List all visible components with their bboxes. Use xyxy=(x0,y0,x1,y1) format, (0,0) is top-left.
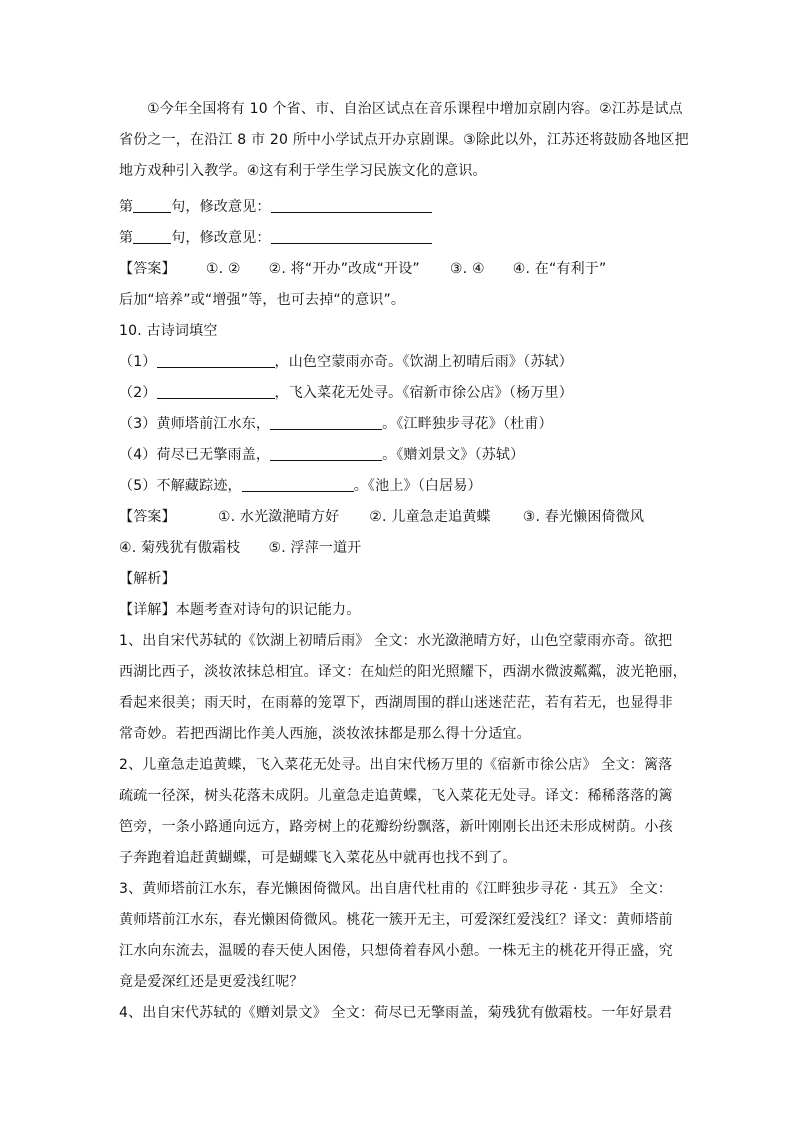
fill-line-1: 第 句，修改意见： xyxy=(119,197,432,217)
answer-tag: 【答案】 xyxy=(119,261,176,277)
analysis-p1-line: 常奇妙。若把西湖比作美人西施，淡妆浓抹都是那么得十分适宜。 xyxy=(119,726,531,742)
answer-item: ③. 春光懒困倚微风 xyxy=(522,509,645,525)
fill-line-2: 第 句，修改意见： xyxy=(119,228,432,248)
poem-blank[interactable] xyxy=(157,384,275,399)
answer-tag: 【答案】 xyxy=(119,509,176,525)
analysis-p1-line: 1、出自宋代苏轼的《饮湖上初晴后雨》 全文：水光潋滟晴方好，山色空蒙雨亦奇。欲把 xyxy=(119,633,673,649)
answer-item: ①. ② xyxy=(205,261,241,277)
poem-item-1: （1） ，山色空蒙雨亦奇。《饮湖上初晴后雨》（苏轼） xyxy=(119,354,573,370)
answer-9-cont: 后加“培养”或“增强”等，也可去掉“的意识”。 xyxy=(119,292,406,308)
answer-item: ③. ④ xyxy=(449,261,485,277)
analysis-p1-line: 西湖比西子，淡妆浓抹总相宜。译文：在灿烂的阳光照耀下，西湖水微波粼粼，波光艳丽， xyxy=(119,664,687,680)
answer-item: ②. 将“开办”改成“开设” xyxy=(268,261,420,277)
analysis-heading: 【解析】 xyxy=(119,571,176,587)
analysis-p2-line: 2、儿童急走追黄蝶，飞入菜花无处寻。出自宋代杨万里的《宿新市徐公店》 全文：篱落 xyxy=(119,757,673,773)
answer-item: ④. 菊残犹有傲霜枝 xyxy=(119,540,241,556)
intro-line-1: ①今年全国将有 10 个省、市、自治区试点在音乐课程中增加京剧内容。②江苏是试点 xyxy=(147,101,683,117)
answer-item: ②. 儿童急走追黄蝶 xyxy=(369,509,491,525)
analysis-p3-line: 竟是爱深红还是更爱浅红呢？ xyxy=(119,974,304,990)
poem-item-4: （4）荷尽已无擎雨盖， 。《赠刘景文》（苏轼） xyxy=(119,447,525,463)
intro-line-2: 省份之一，在沿江 8 市 20 所中小学试点开办京剧课。③除此以外，江苏还将鼓励各地区把 xyxy=(119,132,689,148)
poem-item-5: （5）不解藏踪迹， 。《池上》（白居易） xyxy=(119,478,482,494)
question-10-title: 10. 古诗词填空 xyxy=(119,323,218,339)
analysis-p2-line: 笆旁，一条小路通向远方，路旁树上的花瓣纷纷飘落，新叶刚刚长出还未形成树荫。小孩 xyxy=(119,819,673,835)
analysis-p4-line: 4、出自宋代苏轼的《赠刘景文》 全文：荷尽已无擎雨盖，菊残犹有傲霜枝。一年好景君 xyxy=(119,1005,673,1021)
analysis-p3-line: 黄师塔前江水东，春光懒困倚微风。桃花一簇开无主，可爱深红爱浅红？译文：黄师塔前 xyxy=(119,912,673,928)
answer-item: ⑤. 浮萍一道开 xyxy=(268,540,362,556)
poem-blank[interactable] xyxy=(270,446,382,461)
answer-10-cont xyxy=(119,538,362,558)
poem-blank[interactable] xyxy=(157,353,275,368)
poem-item-3: （3）黄师塔前江水东， 。《江畔独步寻花》（杜甫） xyxy=(119,416,553,432)
analysis-p1-line: 看起来很美；雨天时，在雨幕的笼罩下，西湖周围的群山迷迷茫茫，若有若无，也显得非 xyxy=(119,695,673,711)
analysis-detail: 【详解】本题考查对诗句的识记能力。 xyxy=(119,602,361,618)
poem-blank[interactable] xyxy=(242,477,354,492)
poem-item-2: （2） ，飞入菜花无处寻。《宿新市徐公店》（杨万里） xyxy=(119,385,573,401)
analysis-p2-line: 疏疏一径深，树头花落未成阴。儿童急走追黄蝶，飞入菜花无处寻。译文：稀稀落落的篱 xyxy=(119,788,673,804)
analysis-p3-line: 江水向东流去，温暖的春天使人困倦，只想倚着春风小憩。一株无主的桃花开得正盛，究 xyxy=(119,943,673,959)
answer-item: ④. 在“有利于” xyxy=(512,261,607,277)
answer-10-line xyxy=(119,507,644,527)
poem-blank[interactable] xyxy=(270,415,382,430)
sentence-number-blank[interactable] xyxy=(133,198,171,213)
intro-line-3: 地方戏种引入教学。④这有利于学生学习民族文化的意识。 xyxy=(119,163,487,179)
sentence-number-blank[interactable] xyxy=(133,229,171,244)
revision-blank[interactable] xyxy=(271,198,432,213)
answer-9-line xyxy=(119,259,606,279)
revision-blank[interactable] xyxy=(271,229,432,244)
analysis-p3-line: 3、黄师塔前江水东，春光懒困倚微风。出自唐代杜甫的《江畔独步寻花 · 其五》 全文： xyxy=(119,881,673,897)
answer-item: ①. 水光潋滟晴方好 xyxy=(217,509,340,525)
analysis-p2-line: 子奔跑着追赶黄蝴蝶，可是蝴蝶飞入菜花丛中就再也找不到了。 xyxy=(119,850,517,866)
